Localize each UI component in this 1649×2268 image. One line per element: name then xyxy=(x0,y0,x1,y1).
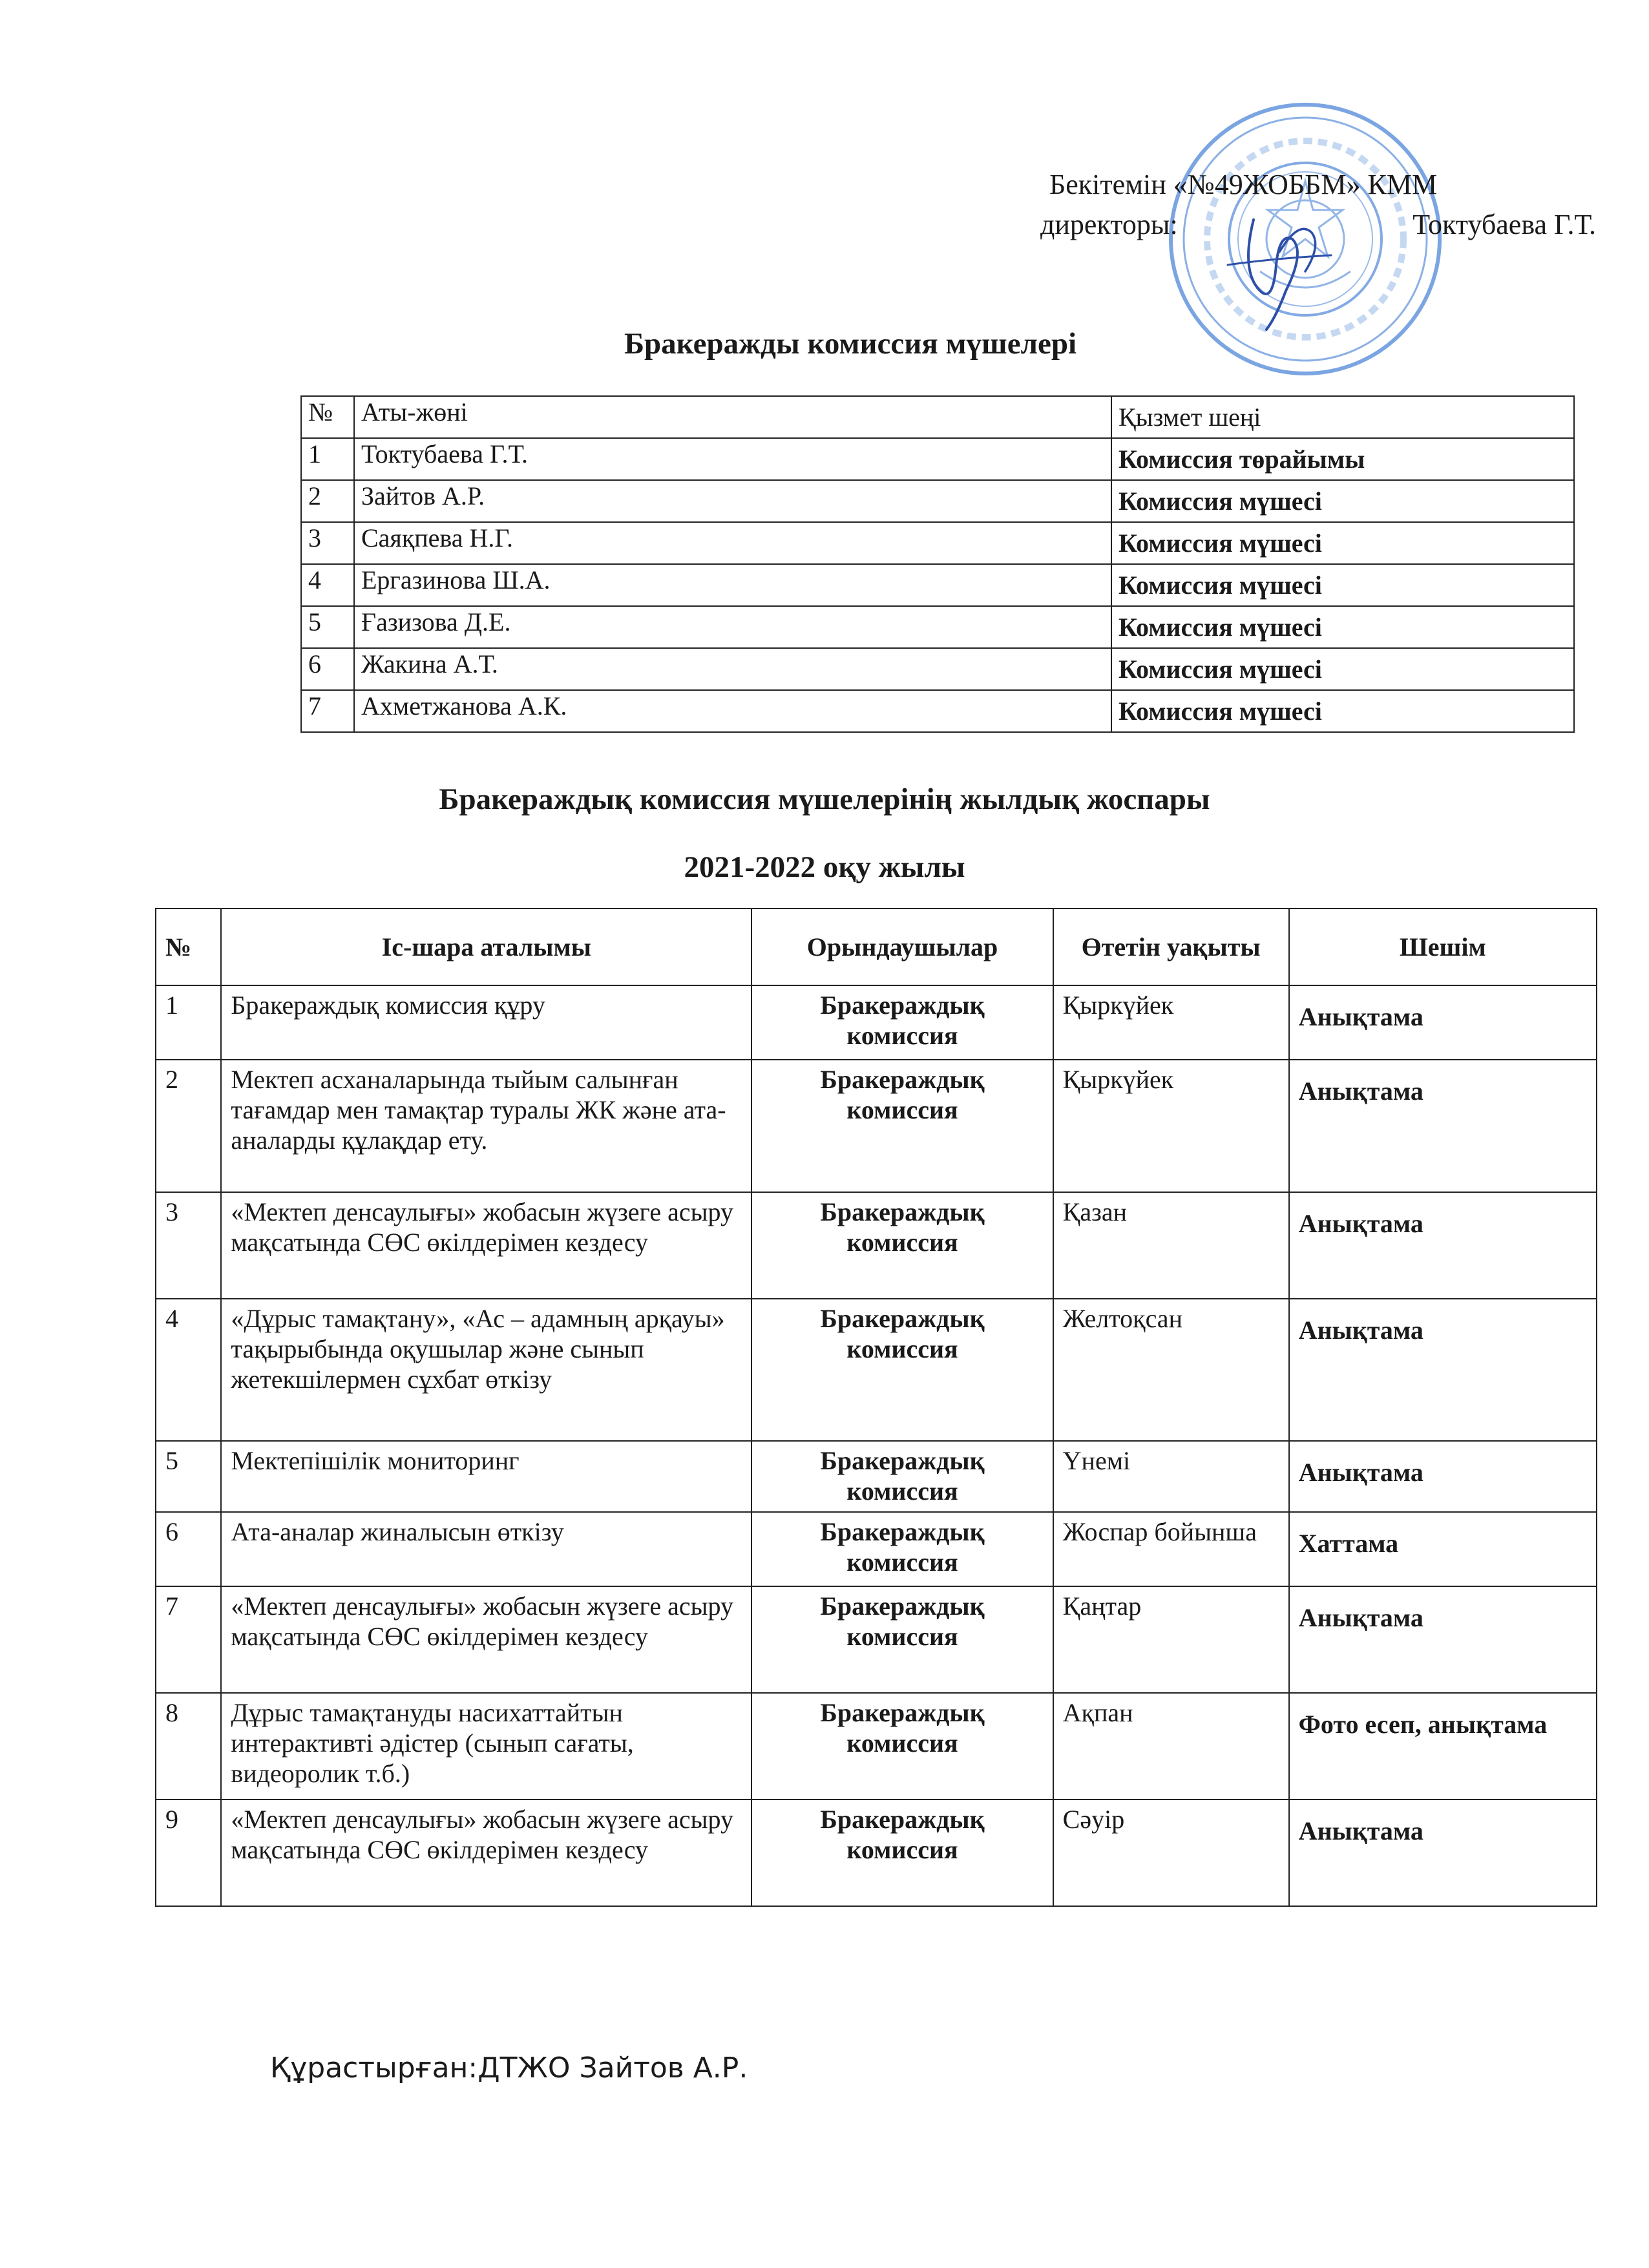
plan-time: Қаңтар xyxy=(1053,1586,1289,1693)
table-row xyxy=(156,1512,1597,1586)
plan-time: Жоспар бойынша xyxy=(1053,1512,1289,1586)
member-name: Toктубаева Г.Т. xyxy=(354,438,1111,480)
plan-event: «Дұрыс тамақтану», «Ас – адамның арқауы» тақырыбында оқушылар және сынып жетекшілермен сұхбат өткізу xyxy=(221,1299,751,1441)
member-num: 1 xyxy=(301,438,354,480)
member-num: 3 xyxy=(301,522,354,564)
members-title: Бракеражды комиссия мүшелері xyxy=(624,327,1077,361)
director-name: Toктубаева Г.Т. xyxy=(1413,209,1596,240)
members-header-position: Қызмет шеңі xyxy=(1111,396,1574,438)
member-num: 7 xyxy=(301,690,354,732)
table-row xyxy=(156,1693,1597,1800)
plan-executor: Бракераждық комиссия xyxy=(751,1586,1053,1693)
plan-time: Ақпан xyxy=(1053,1693,1289,1800)
member-position: Комиссия мүшесі xyxy=(1111,480,1574,522)
table-row xyxy=(156,1192,1597,1299)
table-row xyxy=(301,480,1574,522)
plan-num: 9 xyxy=(156,1800,221,1906)
table-row xyxy=(301,648,1574,690)
director-line xyxy=(1040,205,1596,245)
approval-block xyxy=(1040,165,1596,245)
plan-header-decision: Шешім xyxy=(1289,908,1597,985)
member-name: Саяқпева Н.Г. xyxy=(354,522,1111,564)
director-label: директоры: xyxy=(1040,209,1178,240)
plan-year: 2021-2022 оқу жылы xyxy=(684,850,965,884)
member-position: Комиссия мүшесі xyxy=(1111,690,1574,732)
plan-event: «Мектеп денсаулығы» жобасын жүзеге асыру мақсатында СӨС өкілдерімен кездесу xyxy=(221,1192,751,1299)
member-name: Ғазизова Д.Е. xyxy=(354,606,1111,648)
approval-line: Бекітемін «№49ЖОББМ» КММ xyxy=(1049,169,1438,200)
plan-title: Бракераждық комиссия мүшелерінің жылдық жоспары xyxy=(439,782,1210,816)
plan-decision: Анықтама xyxy=(1289,1192,1597,1299)
plan-executor: Бракераждық комиссия xyxy=(751,1441,1053,1512)
plan-executor: Бракераждық комиссия xyxy=(751,1299,1053,1441)
table-row xyxy=(156,1299,1597,1441)
table-row xyxy=(301,606,1574,648)
members-header-name: Аты-жөні xyxy=(354,396,1111,438)
members-header-num: № xyxy=(301,396,354,438)
plan-executor: Бракераждық комиссия xyxy=(751,1060,1053,1192)
plan-num: 2 xyxy=(156,1060,221,1192)
plan-decision: Хаттама xyxy=(1289,1512,1597,1586)
plan-header-time: Өтетін уақыты xyxy=(1053,908,1289,985)
signature-space xyxy=(1178,205,1413,245)
member-position: Комиссия мүшесі xyxy=(1111,522,1574,564)
plan-event: «Мектеп денсаулығы» жобасын жүзеге асыру мақсатында СӨС өкілдерімен кездесу xyxy=(221,1800,751,1906)
plan-executor: Бракераждық комиссия xyxy=(751,1512,1053,1586)
members-table xyxy=(300,395,1575,733)
member-name: Ергазинова Ш.А. xyxy=(354,564,1111,606)
plan-time: Желтоқсан xyxy=(1053,1299,1289,1441)
table-row xyxy=(301,522,1574,564)
plan-num: 4 xyxy=(156,1299,221,1441)
plan-header-num: № xyxy=(156,908,221,985)
plan-table xyxy=(155,908,1597,1907)
plan-executor: Бракераждық комиссия xyxy=(751,985,1053,1060)
plan-num: 7 xyxy=(156,1586,221,1693)
member-num: 6 xyxy=(301,648,354,690)
plan-time: Үнемі xyxy=(1053,1441,1289,1512)
table-row xyxy=(156,1441,1597,1512)
member-num: 4 xyxy=(301,564,354,606)
member-name: Жакина А.Т. xyxy=(354,648,1111,690)
plan-event: Мектеп асханаларында тыйым салынған тағамдар мен тамақтар туралы ЖК және ата-аналарды құлақдар ету. xyxy=(221,1060,751,1192)
plan-num: 5 xyxy=(156,1441,221,1512)
plan-table-header xyxy=(156,908,1597,985)
plan-event: Бракераждық комиссия құру xyxy=(221,985,751,1060)
plan-decision: Фото есеп, анықтама xyxy=(1289,1693,1597,1800)
plan-executor: Бракераждық комиссия xyxy=(751,1800,1053,1906)
plan-num: 8 xyxy=(156,1693,221,1800)
plan-num: 6 xyxy=(156,1512,221,1586)
members-table-header xyxy=(301,396,1574,438)
plan-event: Дұрыс тамақтануды насихаттайтын интерактивті әдістер (сынып сағаты, видеоролик т.б.) xyxy=(221,1693,751,1800)
plan-time: Сәуір xyxy=(1053,1800,1289,1906)
table-row xyxy=(156,1586,1597,1693)
plan-event: «Мектеп денсаулығы» жобасын жүзеге асыру мақсатында СӨС өкілдерімен кездесу xyxy=(221,1586,751,1693)
table-row xyxy=(301,564,1574,606)
plan-decision: Анықтама xyxy=(1289,1586,1597,1693)
plan-header-event: Іс-шара аталымы xyxy=(221,908,751,985)
plan-header-executor: Орындаушылар xyxy=(751,908,1053,985)
table-row xyxy=(156,1060,1597,1192)
plan-time: Қазан xyxy=(1053,1192,1289,1299)
member-num: 2 xyxy=(301,480,354,522)
member-position: Комиссия мүшесі xyxy=(1111,648,1574,690)
member-position: Комиссия мүшесі xyxy=(1111,606,1574,648)
table-row xyxy=(156,1800,1597,1906)
plan-num: 3 xyxy=(156,1192,221,1299)
plan-decision: Анықтама xyxy=(1289,1441,1597,1512)
member-position: Комиссия төрайымы xyxy=(1111,438,1574,480)
member-position: Комиссия мүшесі xyxy=(1111,564,1574,606)
plan-event: Ата-аналар жиналысын өткізу xyxy=(221,1512,751,1586)
member-name: Ахметжанова А.К. xyxy=(354,690,1111,732)
plan-executor: Бракераждық комиссия xyxy=(751,1693,1053,1800)
table-row xyxy=(156,985,1597,1060)
table-row xyxy=(301,438,1574,480)
plan-decision: Анықтама xyxy=(1289,985,1597,1060)
member-num: 5 xyxy=(301,606,354,648)
plan-decision: Анықтама xyxy=(1289,1060,1597,1192)
plan-num: 1 xyxy=(156,985,221,1060)
table-row xyxy=(301,690,1574,732)
member-name: Зайтов А.Р. xyxy=(354,480,1111,522)
plan-decision: Анықтама xyxy=(1289,1800,1597,1906)
plan-event: Мектепішілік мониторинг xyxy=(221,1441,751,1512)
compiled-by: Құрастырған:ДТЖО Зайтов А.Р. xyxy=(270,2052,748,2084)
plan-executor: Бракераждық комиссия xyxy=(751,1192,1053,1299)
plan-time: Қыркүйек xyxy=(1053,1060,1289,1192)
plan-time: Қыркүйек xyxy=(1053,985,1289,1060)
plan-decision: Анықтама xyxy=(1289,1299,1597,1441)
